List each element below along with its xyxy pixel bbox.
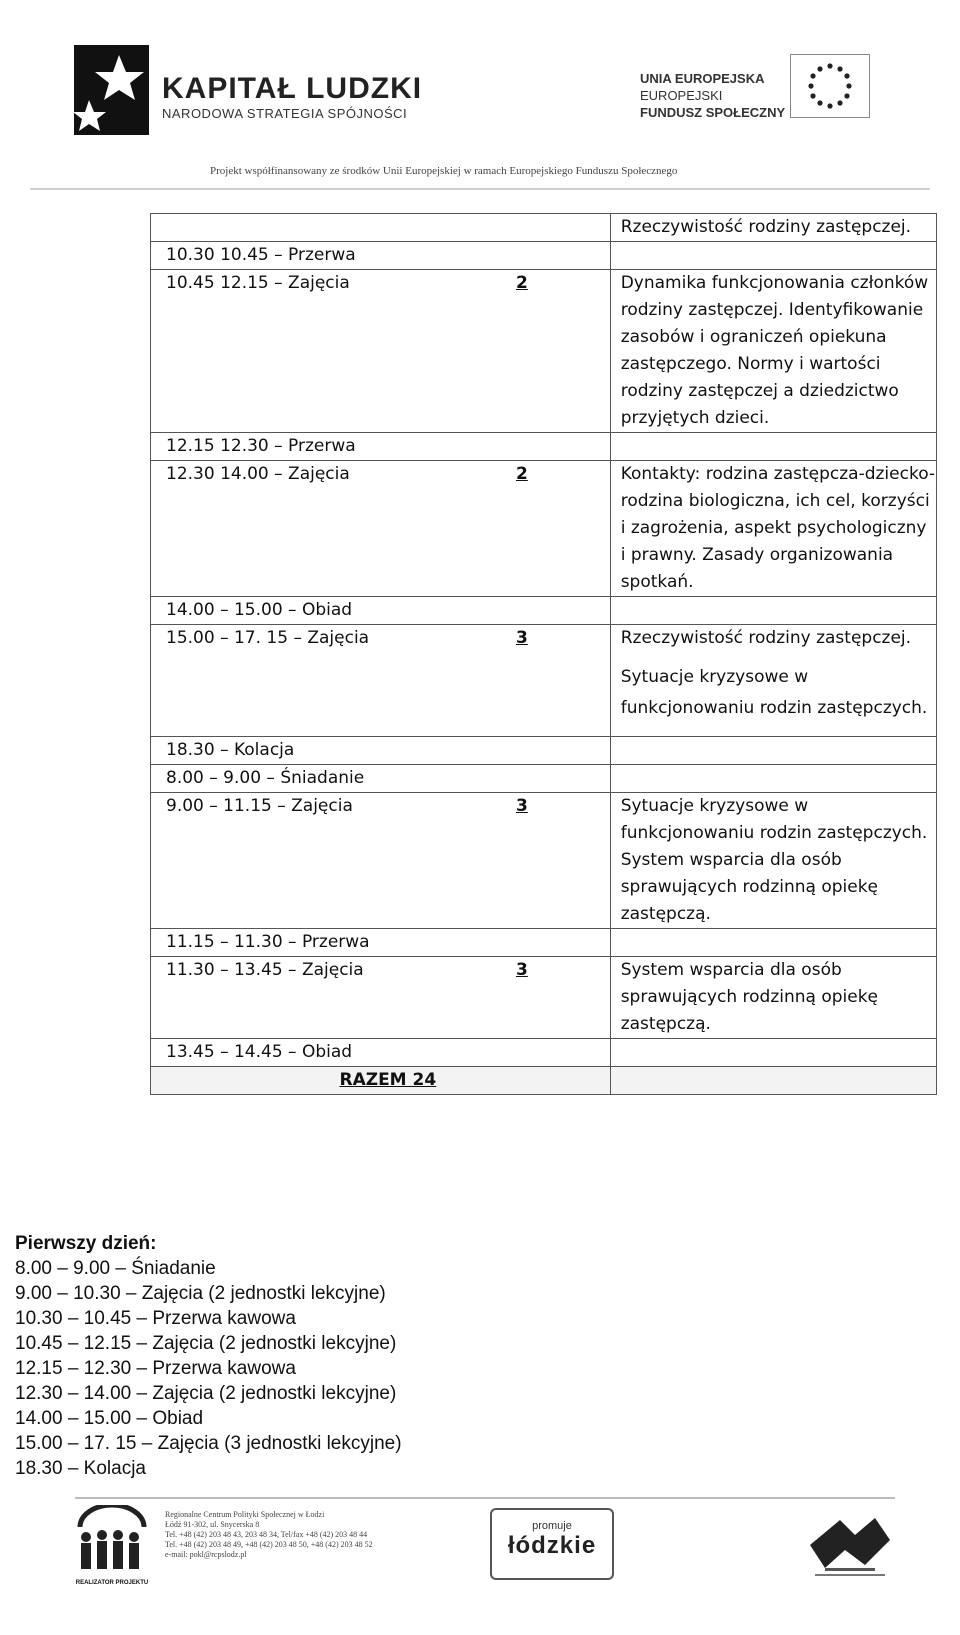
row-hours: 3	[516, 960, 528, 980]
row-hours: 3	[516, 628, 528, 648]
row-hours: 2	[516, 273, 528, 293]
row-topic	[610, 242, 936, 270]
rcp-line: Tel. +48 (42) 203 48 43, 203 48 34, Tel/fax +48 (42) 203 48 44	[165, 1530, 368, 1539]
row-time: 14.00 – 15.00 – Obiad	[166, 600, 353, 620]
kl-subtitle: NARODOWA STRATEGIA SPÓJNOŚCI	[162, 106, 408, 121]
row-topic: Rzeczywistość rodziny zastępczej.	[620, 628, 912, 648]
summary-line: 10.30 – 10.45 – Przerwa kawowa	[15, 1308, 296, 1329]
lodzkie-main: łódzkie	[507, 1532, 597, 1559]
row-time: 12.15 12.30 – Przerwa	[166, 436, 356, 456]
row-time: 11.15 – 11.30 – Przerwa	[166, 932, 370, 952]
row-topic	[610, 765, 936, 793]
row-time: 8.00 – 9.00 – Śniadanie	[166, 768, 365, 788]
row-time: 10.45 12.15 – Zajęcia	[166, 273, 350, 293]
row-time: 9.00 – 11.15 – Zajęcia	[166, 796, 353, 816]
table-total-row	[151, 1067, 937, 1095]
table-row	[151, 625, 937, 737]
row-topic-cell	[610, 625, 936, 737]
row-topic: Sytuacje kryzysowe w funkcjonowaniu rodzin zastępczych. System wsparcia dla osób sprawujących rodzinną opiekę zastępczą.	[610, 793, 936, 929]
kapital-ludzki-logo	[64, 40, 156, 140]
table-row	[151, 242, 937, 270]
project-cofinancing-note: Projekt współfinansowany ze środków Unii Europejskiej w ramach Europejskiego Funduszu Społecznego	[210, 165, 678, 177]
lodzkie-top: promuje	[532, 1520, 572, 1532]
row-time: 10.30 10.45 – Przerwa	[166, 245, 356, 265]
row-time: 15.00 – 17. 15 – Zajęcia	[166, 628, 370, 648]
promuje-lodzkie-logo	[490, 1508, 614, 1580]
row-time: 13.45 – 14.45 – Obiad	[166, 1042, 353, 1062]
row-topic	[610, 433, 936, 461]
row-topic	[610, 929, 936, 957]
summary-line: 10.45 – 12.15 – Zajęcia (2 jednostki lekcyjne)	[15, 1333, 397, 1354]
row-hours: 2	[516, 464, 528, 484]
first-day-summary	[15, 1231, 402, 1481]
row-time: 12.30 14.00 – Zajęcia	[166, 464, 350, 484]
row-topic	[610, 597, 936, 625]
table-row	[151, 929, 937, 957]
total-empty-cell	[610, 1067, 936, 1095]
table-row	[151, 433, 937, 461]
summary-line: 14.00 – 15.00 – Obiad	[15, 1408, 204, 1429]
row-topic	[610, 1039, 936, 1067]
rcp-logo	[72, 1505, 152, 1585]
table-row	[151, 597, 937, 625]
kl-title: KAPITAŁ LUDZKI	[162, 72, 423, 105]
row-time: 11.30 – 13.45 – Zajęcia	[166, 960, 364, 980]
row-topic: Rzeczywistość rodziny zastępczej.	[610, 214, 936, 242]
table-row	[151, 214, 937, 242]
summary-title: Pierwszy dzień:	[15, 1233, 157, 1254]
rcp-line: Łódź 91-302, ul. Snycerska 8	[165, 1520, 260, 1529]
ue-label	[640, 70, 785, 121]
table-row	[151, 737, 937, 765]
row-topic: Dynamika funkcjonowania członków rodziny zastępczej. Identyfikowanie zasobów i ograniczeń opiekuna zastępczego. Normy i wartości rodziny zastępczej a dziedzictwo przyjętych dzieci.	[610, 270, 936, 433]
table-row	[151, 957, 937, 1039]
schedule-table	[150, 213, 937, 1095]
table-row	[151, 1039, 937, 1067]
row-topic	[610, 737, 936, 765]
wup-logo-icon	[800, 1510, 900, 1580]
summary-line: 18.30 – Kolacja	[15, 1458, 146, 1479]
header-divider	[30, 188, 930, 190]
table-row	[151, 793, 937, 929]
total-cell	[151, 1067, 611, 1095]
table-row	[151, 461, 937, 597]
ue-line-3: FUNDUSZ SPOŁECZNY	[640, 105, 786, 120]
row-topic-extra: Sytuacje kryzysowe w funkcjonowaniu rodzin zastępczych.	[620, 667, 928, 718]
summary-line: 15.00 – 17. 15 – Zajęcia (3 jednostki lekcyjne)	[15, 1433, 402, 1454]
summary-line: 12.15 – 12.30 – Przerwa kawowa	[15, 1358, 296, 1379]
rcp-line: Tel. +48 (42) 203 48 49, +48 (42) 203 48 50, +48 (42) 203 48 52	[165, 1540, 373, 1549]
row-topic: System wsparcia dla osób sprawujących rodzinną opiekę zastępczą.	[610, 957, 936, 1039]
row-time: 18.30 – Kolacja	[166, 740, 295, 760]
total-label: RAZEM 24	[339, 1070, 437, 1090]
ue-line-2: EUROPEJSKI	[640, 88, 723, 103]
row-hours: 3	[516, 796, 528, 816]
table-row	[151, 270, 937, 433]
rcp-contact	[165, 1510, 373, 1560]
summary-line: 9.00 – 10.30 – Zajęcia (2 jednostki lekcyjne)	[15, 1283, 386, 1304]
summary-line: 8.00 – 9.00 – Śniadanie	[15, 1258, 216, 1279]
people-icon	[72, 1505, 152, 1575]
page-header	[0, 0, 960, 195]
realizator-label: REALIZATOR PROJEKTU	[75, 1580, 149, 1586]
ue-line-1: UNIA EUROPEJSKA	[640, 71, 765, 86]
row-topic: Kontakty: rodzina zastępcza-dziecko-rodzina biologiczna, ich cel, korzyści i zagrożenia, aspekt psychologiczny i prawny. Zasady organizowania spotkań.	[610, 461, 936, 597]
table-row	[151, 765, 937, 793]
rcp-line: Regionalne Centrum Polityki Społecznej w Łodzi	[165, 1510, 325, 1519]
eu-flag-icon	[790, 54, 870, 118]
summary-line: 12.30 – 14.00 – Zajęcia (2 jednostki lekcyjne)	[15, 1383, 397, 1404]
footer-divider	[75, 1497, 895, 1499]
rcp-line: e-mail: pokl@rcpslodz.pl	[165, 1550, 247, 1559]
